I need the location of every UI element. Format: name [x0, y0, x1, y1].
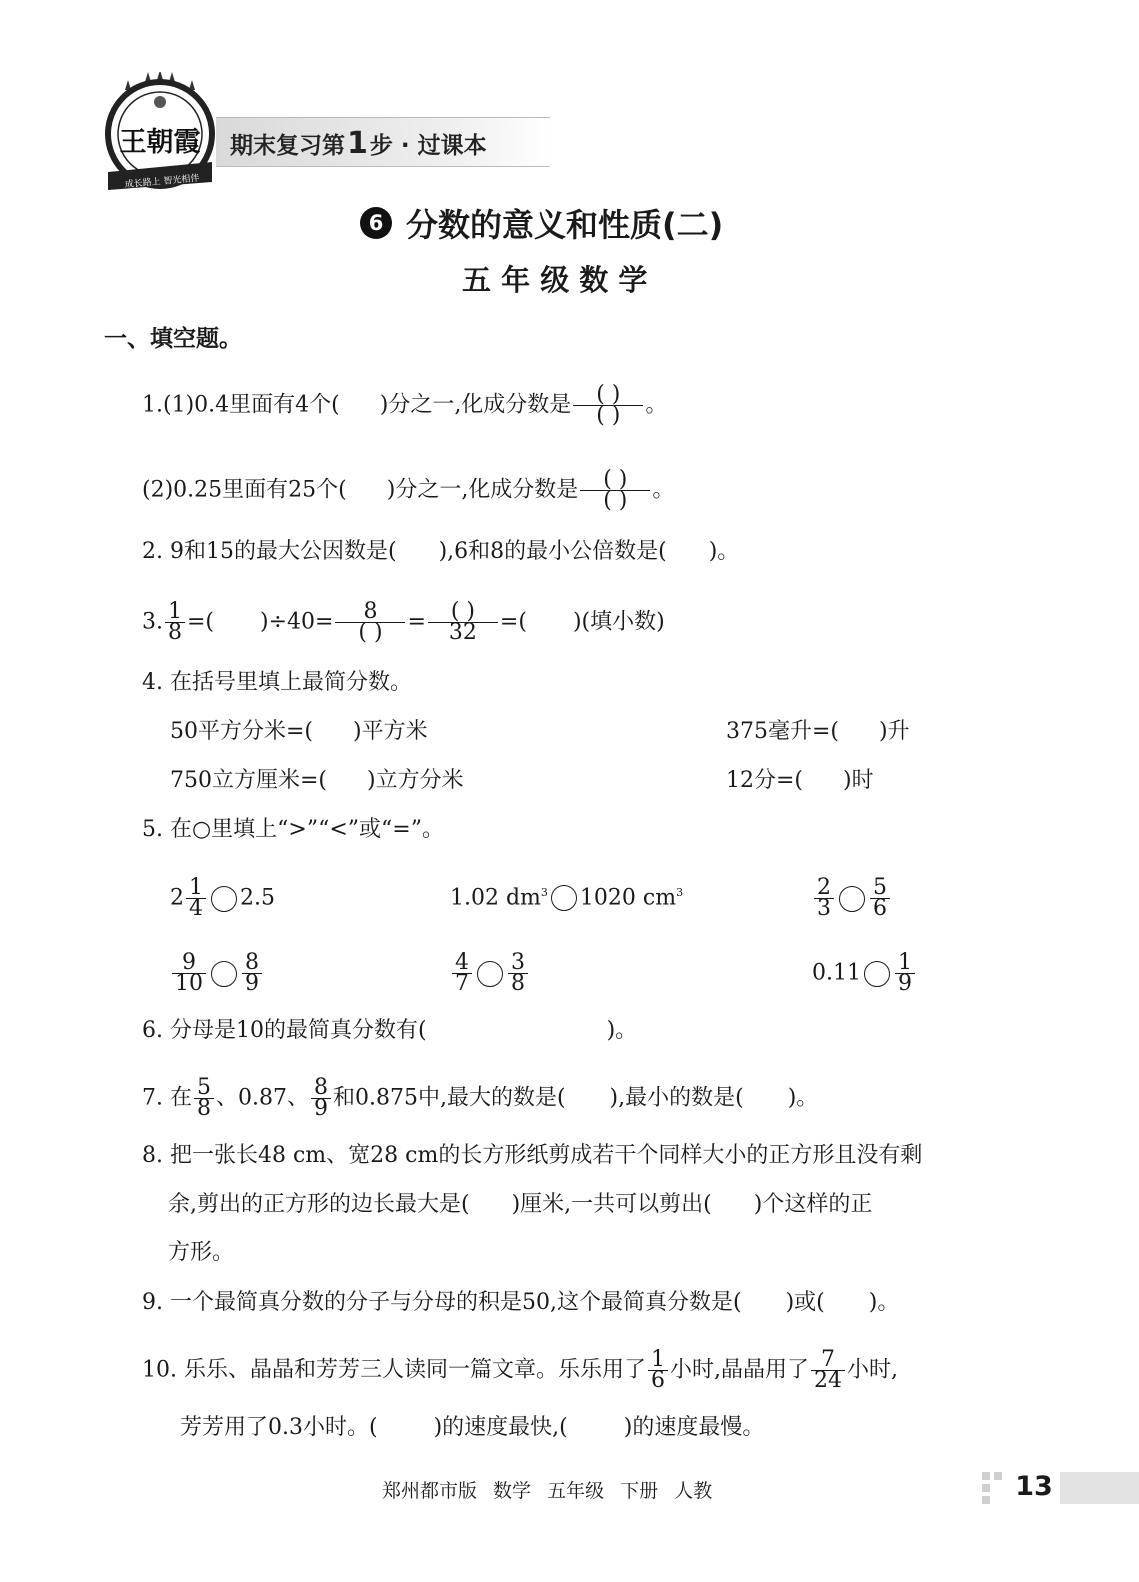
question-10-line-1: 10. 乐乐、晶晶和芳芳三人读同一篇文章。乐乐用了 $\frac{1}{6}$ 小时,晶晶用了 $\frac{7}{24}$ 小时, — [142, 1347, 898, 1393]
answer-fraction: $\frac{( )}{( )}$ — [573, 385, 643, 426]
fraction: $\frac{( )}{32}$ — [428, 602, 498, 643]
header-banner — [216, 117, 550, 167]
compare-item: 1.02 $dm^3$ 1020 $cm^3$ — [450, 885, 684, 911]
footer-page-bar — [1060, 1472, 1139, 1504]
question-4: 4. 在括号里填上最简分数。 — [142, 670, 412, 695]
banner-post: 步 · 过课本 — [369, 133, 487, 159]
question-5: 5. 在○里填上“>”“<”或“=”。 — [142, 817, 444, 842]
compare-circle[interactable] — [839, 886, 865, 912]
question-4-item-c: 750立方厘米=( )立方分米 — [170, 768, 464, 793]
question-3: 3. $\frac{1}{8}$ =( )÷40= $\frac{8}{( )}$ = $\frac{( )}{32}$ =( )(填小数) — [142, 599, 665, 645]
fraction: $\frac{1}{8}$ — [165, 602, 185, 643]
publisher-logo — [100, 72, 220, 197]
compare-circle[interactable] — [211, 961, 237, 987]
question-8-line-2: 余,剪出的正方形的边长最大是( )厘米,一共可以剪出( )个这样的正 — [168, 1192, 873, 1217]
question-4-item-a: 50平方分米=( )平方米 — [170, 719, 428, 744]
title-number-badge: 6 — [360, 207, 392, 239]
answer-fraction: $\frac{( )}{( )}$ — [580, 470, 650, 511]
banner-step-number: 1 — [347, 126, 368, 161]
question-2: 2. 9和15的最大公因数是( ),6和8的最小公倍数是( )。 — [142, 539, 740, 564]
section-heading: 一、填空题。 — [104, 326, 242, 352]
question-8-line-3: 方形。 — [168, 1240, 235, 1265]
compare-item: $\frac{2}{3}$ $\frac{5}{6}$ — [812, 878, 892, 919]
question-1-part-2: (2)0.25里面有25个( )分之一,化成分数是 $\frac{( )}{( )}$ 。 — [142, 467, 675, 513]
question-4-item-d: 12分=( )时 — [726, 768, 874, 793]
question-8-line-1: 8. 把一张长48 cm、宽28 cm的长方形纸剪成若干个同样大小的正方形且没有剩 — [142, 1143, 923, 1168]
footer-page-decoration — [982, 1472, 1006, 1504]
compare-circle[interactable] — [551, 885, 577, 911]
compare-circle[interactable] — [864, 961, 890, 987]
compare-item: 0.11 $\frac{1}{9}$ — [812, 953, 917, 994]
logo-motto: 成长路上 智光相伴 — [124, 173, 200, 191]
title-main: 分数的意义和性质(二) — [406, 206, 724, 244]
fraction: $\frac{8}{( )}$ — [335, 602, 405, 643]
question-9: 9. 一个最简真分数的分子与分母的积是50,这个最简真分数是( )或( )。 — [142, 1290, 900, 1315]
question-7: 7. 在 $\frac{5}{8}$ 、0.87、 $\frac{8}{9}$ 和0.875中,最大的数是( ),最小的数是( )。 — [142, 1075, 819, 1121]
banner-pre: 期末复习第 — [230, 133, 345, 159]
question-6: 6. 分母是10的最简真分数有( )。 — [142, 1018, 638, 1043]
question-10-line-2: 芳芳用了0.3小时。( )的速度最快,( )的速度最慢。 — [180, 1415, 765, 1440]
page-number: 13 — [1015, 1471, 1053, 1502]
page-title — [360, 200, 723, 246]
compare-item: $\frac{9}{10}$ $\frac{8}{9}$ — [170, 953, 264, 994]
question-1-part-1: 1.(1)0.4里面有4个( )分之一,化成分数是 $\frac{( )}{( )}$ 。 — [142, 382, 668, 428]
compare-circle[interactable] — [211, 886, 237, 912]
footer-edition: 郑州都市版 数学 五年级 下册 人教 — [382, 1480, 713, 1502]
compare-circle[interactable] — [477, 961, 503, 987]
question-4-item-b: 375毫升=( )升 — [726, 719, 910, 744]
compare-item: $\frac{4}{7}$ $\frac{3}{8}$ — [450, 953, 530, 994]
page-subtitle: 五 年 级 数 学 — [462, 263, 648, 297]
logo-text: 王朝霞 — [119, 127, 201, 158]
compare-item: 2 $\frac{1}{4}$ 2.5 — [170, 875, 275, 921]
